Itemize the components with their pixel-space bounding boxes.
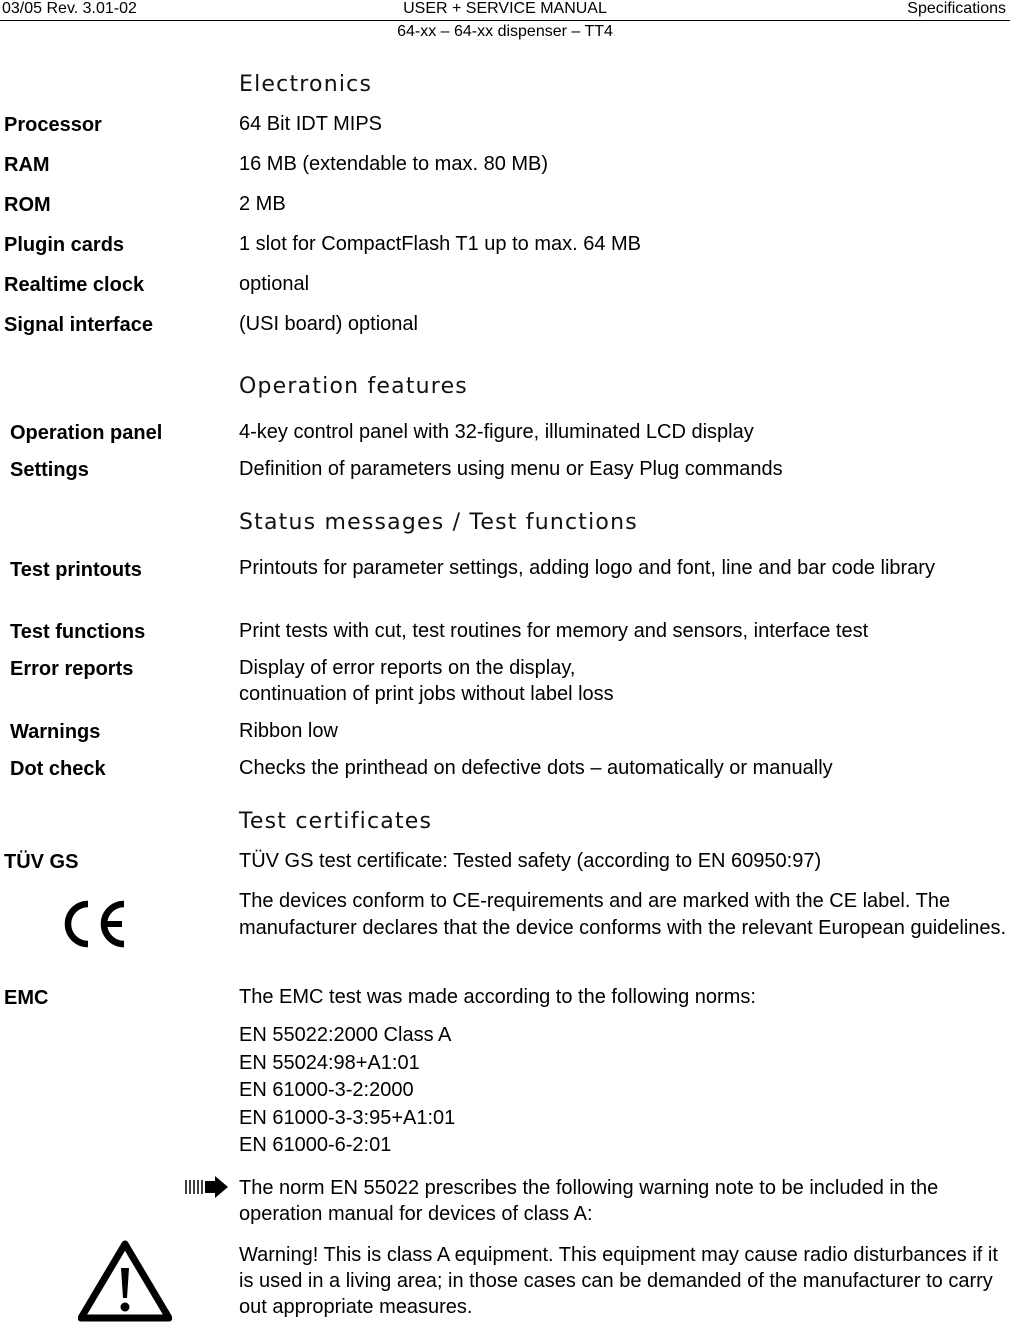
header-subtitle: 64-xx – 64-xx dispenser – TT4 — [397, 23, 613, 40]
spec-value-line: continuation of print jobs without label loss — [239, 683, 614, 705]
spec-value: Print tests with cut, test routines for memory and sensors, interface test — [239, 620, 869, 642]
spec-label: EMC — [4, 987, 49, 1009]
header-manual-title: USER + SERVICE MANUAL — [403, 0, 607, 17]
spec-value: Printouts for parameter settings, adding logo and font, line and bar code library — [239, 557, 935, 579]
spec-value: Definition of parameters using menu or Easy Plug commands — [239, 458, 783, 480]
header-chapter: Specifications — [907, 0, 1006, 17]
spec-value: optional — [239, 273, 310, 295]
emc-norm: EN 55022:2000 Class A — [239, 1024, 452, 1046]
spec-label: Test functions — [10, 621, 146, 643]
spec-label: Operation panel — [10, 422, 163, 444]
spec-value-line: Display of error reports on the display, — [239, 657, 576, 679]
header-divider — [0, 20, 1010, 21]
spec-value: Checks the printhead on defective dots – automatically or manually — [239, 757, 833, 779]
arrow-note-icon — [184, 1174, 230, 1200]
spec-value: TÜV GS test certificate: Tested safety (according to EN 60950:97) — [239, 850, 822, 872]
spec-label: TÜV GS — [4, 851, 79, 873]
spec-value: 64 Bit IDT MIPS — [239, 113, 383, 135]
spec-value: 1 slot for CompactFlash T1 up to max. 64 MB — [239, 233, 642, 255]
spec-label: Warnings — [10, 721, 101, 743]
spec-label: Settings — [10, 459, 89, 481]
section-title-status: Status messages / Test functions — [239, 510, 638, 535]
spec-label: Dot check — [10, 758, 106, 780]
warning-triangle-icon — [78, 1240, 172, 1322]
spec-label: Error reports — [10, 658, 134, 680]
emc-norm: EN 61000-3-3:95+A1:01 — [239, 1106, 456, 1129]
spec-label: Signal interface — [4, 314, 153, 336]
spec-value: 16 MB (extendable to max. 80 MB) — [239, 153, 549, 175]
spec-label: Plugin cards — [4, 234, 125, 256]
spec-value: Ribbon low — [239, 720, 338, 742]
spec-label: Processor — [4, 114, 102, 136]
spec-value: 4-key control panel with 32-figure, illuminated LCD display — [239, 421, 754, 443]
emc-warning-text: Warning! This is class A equipment. This equipment may cause radio disturbances if it is used in a living area; in those cases can be demanded of the manufacturer to carry out appropriate measures. — [239, 1244, 998, 1318]
ce-statement: The devices conform to CE-requirements and are marked with the CE label. The manufacturer declares that the device conforms with the relevant European guidelines. — [239, 890, 1007, 939]
header-revision: 03/05 Rev. 3.01-02 — [2, 0, 137, 17]
emc-norm: EN 61000-6-2:01 — [239, 1134, 392, 1156]
spec-label: Realtime clock — [4, 274, 145, 296]
emc-norm: EN 61000-3-2:2000 — [239, 1079, 414, 1101]
emc-norm-list — [239, 1022, 455, 1160]
spec-value: 2 MB — [239, 193, 286, 215]
spec-label: Test printouts — [10, 559, 142, 581]
spec-label: ROM — [4, 194, 51, 216]
spec-value: (USI board) optional — [239, 313, 418, 335]
section-title-operation: Operation features — [239, 374, 468, 399]
emc-note: The norm EN 55022 prescribes the following warning note to be included in the operation manual for devices of class A: — [239, 1177, 939, 1225]
section-title-certificates: Test certificates — [239, 809, 433, 834]
emc-norm: EN 55024:98+A1:01 — [239, 1051, 420, 1074]
ce-mark-icon — [56, 896, 128, 952]
emc-intro: The EMC test was made according to the following norms: — [239, 986, 756, 1008]
spec-label: RAM — [4, 154, 50, 176]
section-title-electronics: Electronics — [239, 72, 373, 97]
